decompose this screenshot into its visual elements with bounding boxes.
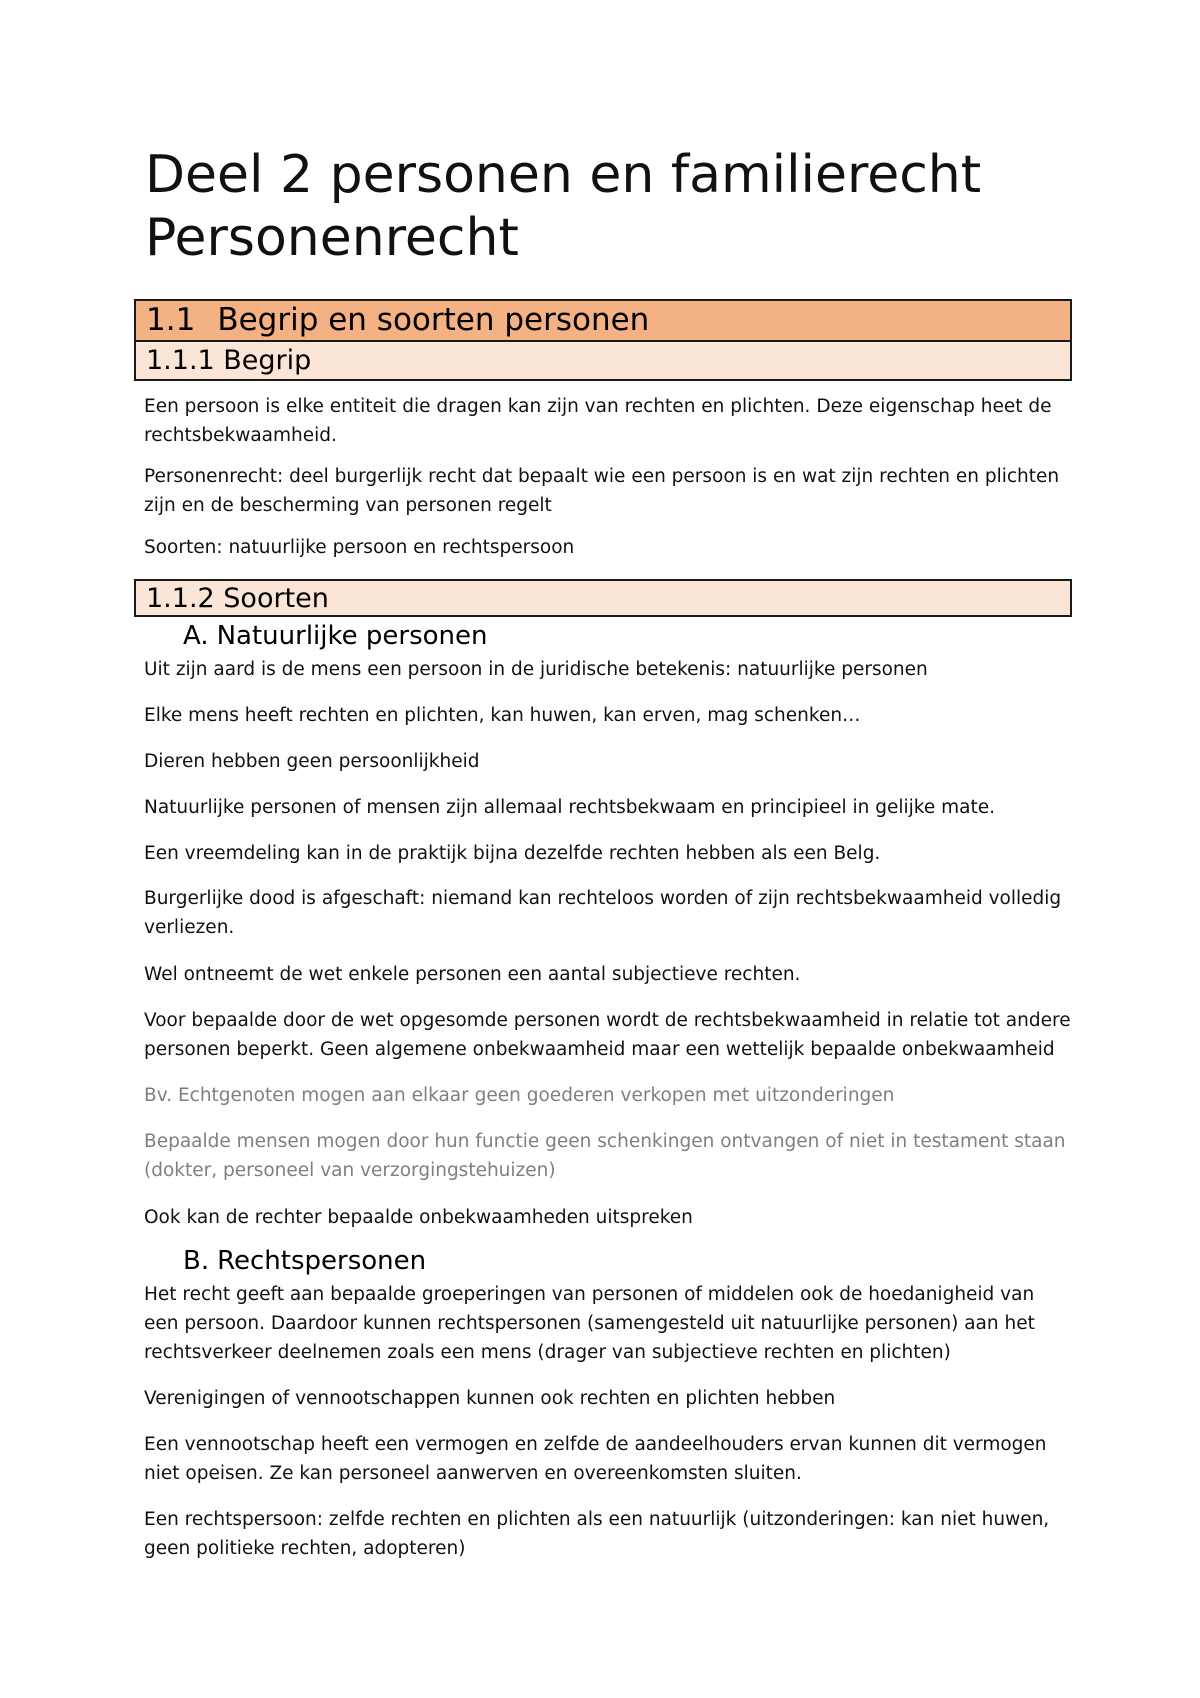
paragraph-a-11: Ook kan de rechter bepaalde onbekwaamheden uitspreken <box>144 1207 693 1228</box>
paragraph-soorten: Soorten: natuurlijke persoon en rechtspersoon <box>144 537 575 558</box>
paragraph-a-2: Elke mens heeft rechten en plichten, kan huwen, kan erven, mag schenken… <box>144 705 861 726</box>
heading-a-label: Natuurlijke personen <box>216 621 488 651</box>
paragraph-a-1: Uit zijn aard is de mens een persoon in de juridische betekenis: natuurlijke personen <box>144 659 928 680</box>
heading-b-label: Rechtspersonen <box>217 1246 427 1276</box>
paragraph-personenrecht: Personenrecht: deel burgerlijk recht dat bepaalt wie een persoon is en wat zijn rechten en plichten zijn en de bescherming van personen regelt <box>144 466 1060 516</box>
paragraph-b-1: Het recht geeft aan bepaalde groeperingen van personen of middelen ook de hoedanigheid van een persoon. Daardoor kunnen rechtspersonen (samengesteld uit natuurlijke personen) aan het rechtsverkeer deelnemen zoals een mens (drager van subjectieve rechten en plichten) <box>144 1284 1035 1363</box>
paragraph-a-example-1: Bv. Echtgenoten mogen aan elkaar geen goederen verkopen met uitzonderingen <box>144 1085 895 1106</box>
heading-1-1 <box>134 299 1072 340</box>
heading-1-1-label: Begrip en soorten personen <box>217 302 650 338</box>
document-title-line-2: Personenrecht <box>145 208 519 268</box>
heading-rechtspersonen <box>183 1245 426 1277</box>
paragraph-a-4: Natuurlijke personen of mensen zijn allemaal rechtsbekwaam en principieel in gelijke mate. <box>144 797 995 818</box>
document-title-line-1: Deel 2 personen en familierecht <box>145 145 982 205</box>
paragraph-a-3: Dieren hebben geen persoonlijkheid <box>144 751 480 772</box>
heading-1-1-2: 1.1.2 Soorten <box>134 579 1072 617</box>
paragraph-a-5: Een vreemdeling kan in de praktijk bijna dezelfde rechten hebben als een Belg. <box>144 843 881 864</box>
heading-a-letter: A. <box>183 621 209 651</box>
paragraph-b-3: Een vennootschap heeft een vermogen en zelfde de aandeelhouders ervan kunnen dit vermogen niet opeisen. Ze kan personeel aanwerven en overeenkomsten sluiten. <box>144 1434 1047 1484</box>
heading-b-letter: B. <box>183 1246 210 1276</box>
paragraph-b-4: Een rechtspersoon: zelfde rechten en plichten als een natuurlijk (uitzonderingen: kan niet huwen, geen politieke rechten, adopteren) <box>144 1509 1050 1559</box>
heading-natuurlijke-personen <box>183 620 487 652</box>
paragraph-a-6: Burgerlijke dood is afgeschaft: niemand kan rechteloos worden of zijn rechtsbekwaamheid volledig verliezen. <box>144 888 1062 938</box>
heading-1-1-1: 1.1.1 Begrip <box>134 340 1072 381</box>
paragraph-a-7: Wel ontneemt de wet enkele personen een aantal subjectieve rechten. <box>144 964 801 985</box>
paragraph-b-2: Verenigingen of vennootschappen kunnen ook rechten en plichten hebben <box>144 1388 836 1409</box>
paragraph-a-8: Voor bepaalde door de wet opgesomde personen wordt de rechtsbekwaamheid in relatie tot andere personen beperkt. Geen algemene onbekwaamheid maar een wettelijk bepaalde onbekwaamheid <box>144 1010 1071 1060</box>
heading-1-1-number: 1.1 <box>146 302 196 338</box>
paragraph-a-example-2: Bepaalde mensen mogen door hun functie geen schenkingen ontvangen of niet in testament staan (dokter, personeel van verzorgingstehuizen) <box>144 1131 1066 1181</box>
paragraph-begrip-definition: Een persoon is elke entiteit die dragen kan zijn van rechten en plichten. Deze eigenschap heet de rechtsbekwaamheid. <box>144 396 1052 446</box>
